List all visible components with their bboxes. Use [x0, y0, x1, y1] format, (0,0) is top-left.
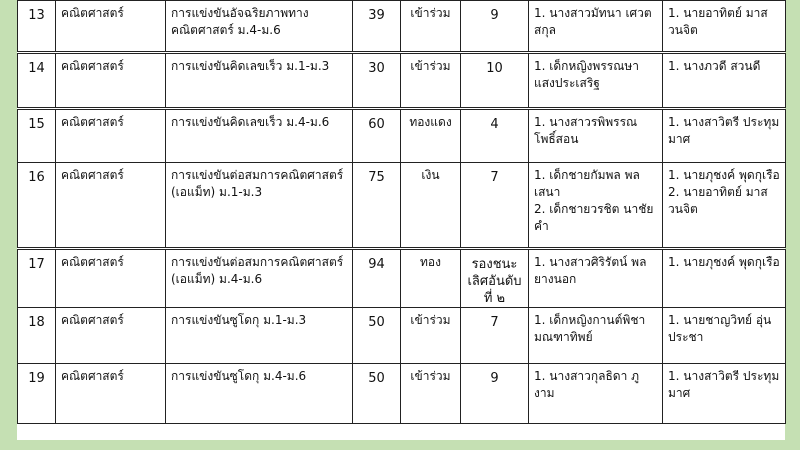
subject-cell: คณิตศาสตร์	[56, 1, 166, 53]
students-cell: 1. นางสาวศิริรัตน์ พลยางนอก	[529, 249, 663, 308]
event-cell: การแข่งขันคิดเลขเร็ว ม.4-ม.6	[166, 109, 353, 163]
event-cell: การแข่งขันซูโดกุ ม.4-ม.6	[166, 364, 353, 424]
teachers-cell: 1. นายภุชงค์ พุดกุเรือ 2. นายอาทิตย์ มาสวนจิต	[663, 163, 786, 249]
teachers-cell: 1. นายชาญวิทย์ อุ่นประชา	[663, 308, 786, 364]
result-cell: เข้าร่วม	[401, 53, 461, 109]
subject-cell: คณิตศาสตร์	[56, 53, 166, 109]
rank-cell: 10	[461, 53, 529, 109]
table-row	[18, 109, 786, 163]
score-cell: 75	[353, 163, 401, 249]
row-number: 19	[18, 364, 56, 424]
event-cell: การแข่งขันอัจฉริยภาพทาง คณิตศาสตร์ ม.4-ม.6	[166, 1, 353, 53]
rank-cell: 7	[461, 308, 529, 364]
row-number: 16	[18, 163, 56, 249]
row-number: 17	[18, 249, 56, 308]
event-cell: การแข่งขันต่อสมการคณิตศาสตร์ (เอแม็ท) ม.4-ม.6	[166, 249, 353, 308]
teachers-cell: 1. นางสาวิตรี ประทุมมาศ	[663, 364, 786, 424]
score-cell: 60	[353, 109, 401, 163]
competition-results-table	[17, 0, 786, 424]
students-cell: 1. เด็กหญิงพรรณษา แสงประเสริฐ	[529, 53, 663, 109]
result-cell: ทองแดง	[401, 109, 461, 163]
table-row	[18, 308, 786, 364]
result-cell: เงิน	[401, 163, 461, 249]
event-cell: การแข่งขันซูโดกุ ม.1-ม.3	[166, 308, 353, 364]
event-cell: การแข่งขันต่อสมการคณิตศาสตร์ (เอแม็ท) ม.1-ม.3	[166, 163, 353, 249]
table-row	[18, 53, 786, 109]
score-cell: 30	[353, 53, 401, 109]
event-cell: การแข่งขันคิดเลขเร็ว ม.1-ม.3	[166, 53, 353, 109]
teachers-cell: 1. นายอาทิตย์ มาสวนจิต	[663, 1, 786, 53]
table-row	[18, 249, 786, 308]
row-number: 14	[18, 53, 56, 109]
table-row	[18, 1, 786, 53]
subject-cell: คณิตศาสตร์	[56, 249, 166, 308]
row-number: 13	[18, 1, 56, 53]
teachers-cell: 1. นางภวดี สวนดี	[663, 53, 786, 109]
score-cell: 94	[353, 249, 401, 308]
rank-cell: รองชนะเลิศอันดับที่ ๒	[461, 249, 529, 308]
result-cell: เข้าร่วม	[401, 308, 461, 364]
rank-cell: 9	[461, 1, 529, 53]
students-cell: 1. นางสาวกุลธิดา ภูงาม	[529, 364, 663, 424]
result-cell: ทอง	[401, 249, 461, 308]
subject-cell: คณิตศาสตร์	[56, 364, 166, 424]
subject-cell: คณิตศาสตร์	[56, 308, 166, 364]
students-cell: 1. เด็กหญิงกานต์พิชา มณฑาทิพย์	[529, 308, 663, 364]
document-page	[17, 0, 785, 440]
result-cell: เข้าร่วม	[401, 364, 461, 424]
result-cell: เข้าร่วม	[401, 1, 461, 53]
score-cell: 39	[353, 1, 401, 53]
students-cell: 1. นางสาวมัทนา เศวตสกุล	[529, 1, 663, 53]
table-row	[18, 163, 786, 249]
students-cell: 1. นางสาวรพิพรรณ โพธิ์สอน	[529, 109, 663, 163]
rank-cell: 7	[461, 163, 529, 249]
rank-cell: 4	[461, 109, 529, 163]
teachers-cell: 1. นายภุชงค์ พุดกุเรือ	[663, 249, 786, 308]
row-number: 18	[18, 308, 56, 364]
row-number: 15	[18, 109, 56, 163]
rank-cell: 9	[461, 364, 529, 424]
table-row	[18, 364, 786, 424]
score-cell: 50	[353, 308, 401, 364]
subject-cell: คณิตศาสตร์	[56, 163, 166, 249]
score-cell: 50	[353, 364, 401, 424]
teachers-cell: 1. นางสาวิตรี ประทุมมาศ	[663, 109, 786, 163]
subject-cell: คณิตศาสตร์	[56, 109, 166, 163]
students-cell: 1. เด็กชายกัมพล พลเสนา 2. เด็กชายวรชิต นาชัยคำ	[529, 163, 663, 249]
